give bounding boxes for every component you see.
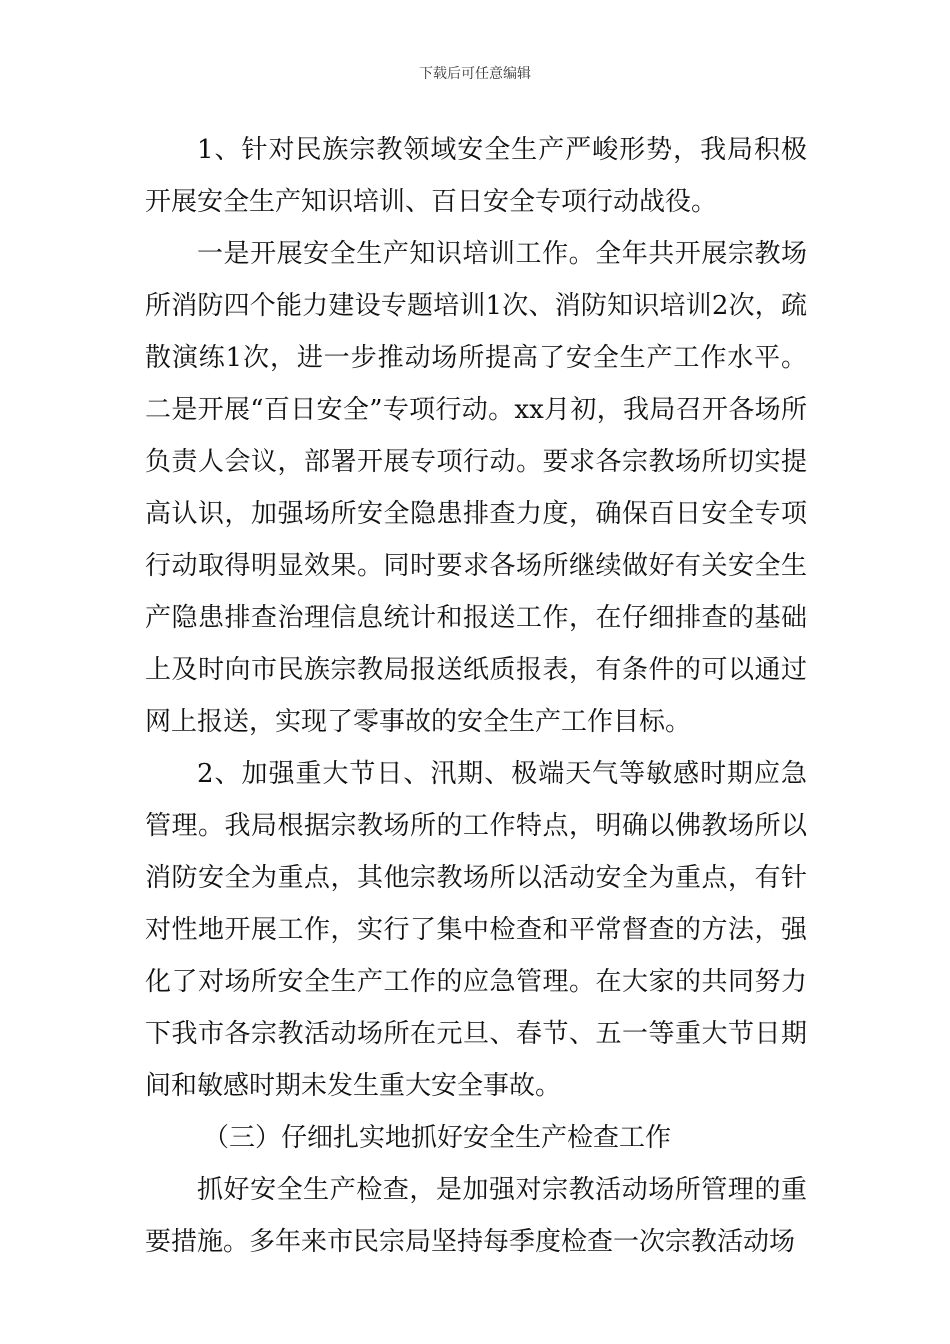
paragraph-item-1: 1、针对民族宗教领域安全生产严峻形势，我局积极开展安全生产知识培训、百日安全专项行动战役。 <box>145 135 807 217</box>
paragraph-item-2: 一是开展安全生产知识培训工作。全年共开展宗教场所消防四个能力建设专题培训1次、消防知识培训2次，疏散演练1次，进一步推动场所提高了安全生产工作水平。二是开展“百日安全”专项行动。xx月初，我局召开各场所负责人会议，部署开展专项行动。要求各宗教场所切实提高认识，加强场所安全隐患排查力度，确保百日安全专项行动取得明显效果。同时要求各场所继续做好有关安全生产隐患排查治理信息统计和报送工作，在仔细排查的基础上及时向市民族宗教局报送纸质报表，有条件的可以通过网上报送，实现了零事故的安全生产工作目标。 <box>145 239 807 737</box>
page-header: 下载后可任意编辑 <box>419 66 531 82</box>
section-heading: （三）仔细扎实地抓好安全生产检查工作 <box>203 1123 672 1153</box>
paragraph-item-3: 2、加强重大节日、汛期、极端天气等敏感时期应急管理。我局根据宗教场所的工作特点，明确以佛教场所以消防安全为重点，其他宗教场所以活动安全为重点，有针对性地开展工作，实行了集中检查和平常督查的方法，强化了对场所安全生产工作的应急管理。在大家的共同努力下我市各宗教活动场所在元旦、春节、五一等重大节日期间和敏感时期未发生重大安全事故。 <box>145 759 807 1101</box>
paragraph-item-4: 抓好安全生产检查，是加强对宗教活动场所管理的重要措施。多年来市民宗局坚持每季度检查一次宗教活动场 <box>145 1175 807 1257</box>
document-body <box>145 124 807 1268</box>
